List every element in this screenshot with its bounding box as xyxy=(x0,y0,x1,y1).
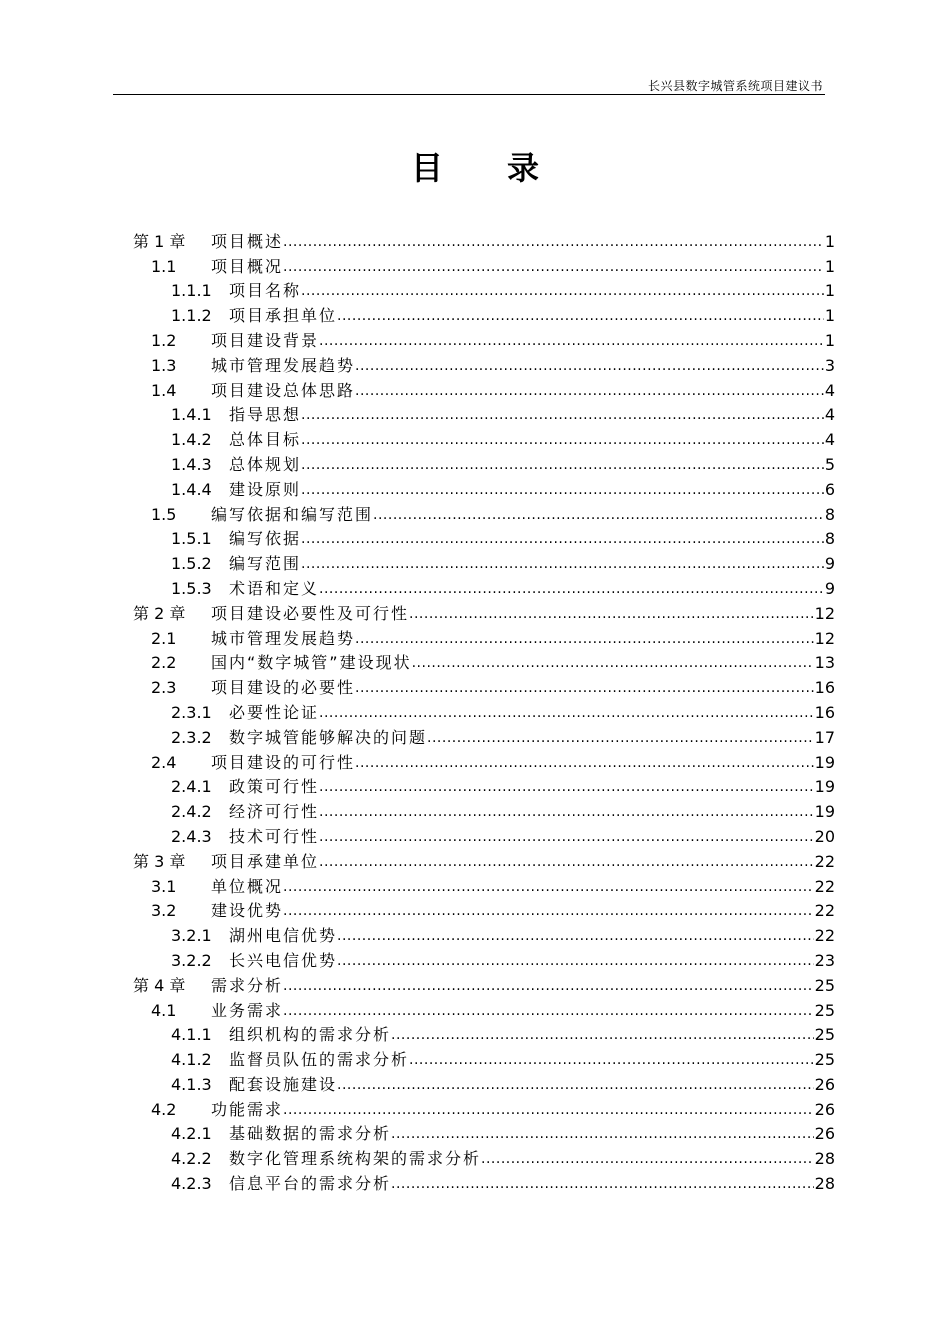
toc-entry-page: 28 xyxy=(814,1174,835,1194)
toc-entry-number: 1.5.3 xyxy=(171,578,212,598)
toc-entry[interactable] xyxy=(133,1070,835,1095)
toc-dot-leader xyxy=(319,852,814,872)
toc-entry[interactable] xyxy=(133,401,835,426)
toc-entry-title: 信息平台的需求分析 xyxy=(229,1174,392,1194)
toc-entry-page: 22 xyxy=(814,926,835,946)
toc-entry-page: 26 xyxy=(814,1074,835,1094)
toc-entry-title: 项目建设的必要性 xyxy=(211,678,356,698)
toc-entry-number: 4.1.1 xyxy=(171,1025,212,1045)
toc-dot-leader xyxy=(319,802,814,822)
toc-dot-leader xyxy=(283,901,814,921)
toc-entry-title: 编写依据和编写范围 xyxy=(211,504,374,524)
toc-dot-leader xyxy=(283,232,824,252)
toc-entry-number: 第 3 章 xyxy=(133,851,186,871)
toc-entry-number: 2.4 xyxy=(151,752,177,772)
toc-entry-number: 3.1 xyxy=(151,876,177,896)
toc-entry-page: 8 xyxy=(824,504,835,524)
toc-entry-number: 4.2.2 xyxy=(171,1149,212,1169)
toc-dot-leader xyxy=(319,703,814,723)
toc-entry-page: 13 xyxy=(814,653,835,673)
toc-entry-number: 3.2 xyxy=(151,901,177,921)
toc-entry-title: 国内“数字城管”建设现状 xyxy=(211,653,412,673)
toc-entry[interactable] xyxy=(133,450,835,475)
toc-dot-leader xyxy=(337,951,814,971)
toc-entry-title: 功能需求 xyxy=(211,1099,284,1119)
toc-entry-title: 项目建设背景 xyxy=(211,330,320,350)
toc-entry[interactable] xyxy=(133,475,835,500)
toc-entry[interactable] xyxy=(133,897,835,922)
toc-entry-number: 2.3.2 xyxy=(171,727,212,747)
toc-entry[interactable] xyxy=(133,425,835,450)
toc-entry-title: 数字城管能够解决的问题 xyxy=(229,727,428,747)
toc-dot-leader xyxy=(355,629,814,649)
toc-entry-title: 数字化管理系统构架的需求分析 xyxy=(229,1149,482,1169)
toc-entry[interactable] xyxy=(133,1144,835,1169)
toc-entry[interactable] xyxy=(133,921,835,946)
toc-entry-number: 1.5.2 xyxy=(171,554,212,574)
toc-dot-leader xyxy=(283,1001,814,1021)
toc-entry-page: 22 xyxy=(814,851,835,871)
toc-entry-title: 编写范围 xyxy=(229,554,302,574)
toc-entry-title: 项目建设必要性及可行性 xyxy=(211,603,410,623)
toc-dot-leader xyxy=(301,281,824,301)
toc-entry-title: 业务需求 xyxy=(211,1000,284,1020)
toc-entry[interactable] xyxy=(133,649,835,674)
toc-entry-page: 3 xyxy=(824,355,835,375)
toc-entry[interactable] xyxy=(133,326,835,351)
toc-entry[interactable] xyxy=(133,1021,835,1046)
toc-entry-page: 22 xyxy=(814,876,835,896)
toc-dot-leader xyxy=(427,728,814,748)
toc-entry-number: 1.1.2 xyxy=(171,306,212,326)
toc-title: 目录 xyxy=(410,149,603,187)
toc-entry-page: 19 xyxy=(814,802,835,822)
toc-entry[interactable] xyxy=(133,946,835,971)
toc-entry-page: 6 xyxy=(824,479,835,499)
toc-entry[interactable] xyxy=(133,673,835,698)
toc-entry-number: 4.1 xyxy=(151,1000,177,1020)
toc-entry-title: 指导思想 xyxy=(229,405,302,425)
toc-entry-number: 2.2 xyxy=(151,653,177,673)
toc-entry-title: 经济可行性 xyxy=(229,802,320,822)
toc-entry-title: 城市管理发展趋势 xyxy=(211,355,356,375)
toc-entry-title: 总体目标 xyxy=(229,430,302,450)
toc-entry[interactable] xyxy=(133,1169,835,1194)
toc-entry[interactable] xyxy=(133,574,835,599)
toc-entry-title: 必要性论证 xyxy=(229,702,320,722)
toc-entry-title: 基础数据的需求分析 xyxy=(229,1124,392,1144)
toc-entry-page: 26 xyxy=(814,1099,835,1119)
toc-entry-title: 建设优势 xyxy=(211,901,284,921)
header-text: 长兴县数字城管系统项目建议书 xyxy=(647,79,823,93)
toc-dot-leader xyxy=(409,604,814,624)
toc-entry-page: 16 xyxy=(814,702,835,722)
toc-entry[interactable] xyxy=(133,797,835,822)
toc-entry-number: 3.2.1 xyxy=(171,926,212,946)
toc-dot-leader xyxy=(391,1174,814,1194)
toc-entry-number: 1.2 xyxy=(151,330,177,350)
toc-entry-page: 25 xyxy=(814,1050,835,1070)
toc-dot-leader xyxy=(319,331,824,351)
toc-entry-number: 1.4.1 xyxy=(171,405,212,425)
toc-dot-leader xyxy=(319,579,824,599)
toc-entry-page: 4 xyxy=(824,405,835,425)
toc-entry-title: 项目建设的可行性 xyxy=(211,752,356,772)
toc-dot-leader xyxy=(301,405,824,425)
toc-entry-title: 监督员队伍的需求分析 xyxy=(229,1050,410,1070)
toc-entry-number: 1.5 xyxy=(151,504,177,524)
toc-entry-title: 组织机构的需求分析 xyxy=(229,1025,392,1045)
toc-dot-leader xyxy=(355,356,824,376)
toc-entry-title: 项目承担单位 xyxy=(229,306,338,326)
toc-dot-leader xyxy=(373,505,824,525)
toc-dot-leader xyxy=(391,1025,814,1045)
toc-entry[interactable] xyxy=(133,277,835,302)
toc-dot-leader xyxy=(301,529,824,549)
toc-dot-leader xyxy=(337,1075,814,1095)
toc-entry-title: 项目建设总体思路 xyxy=(211,380,356,400)
toc-entry-number: 2.4.3 xyxy=(171,826,212,846)
toc-entry-number: 1.4.4 xyxy=(171,479,212,499)
toc-entry-number: 4.2.1 xyxy=(171,1124,212,1144)
toc-entry-number: 1.5.1 xyxy=(171,529,212,549)
toc-entry[interactable] xyxy=(133,723,835,748)
toc-dot-leader xyxy=(301,430,824,450)
toc-entry-page: 28 xyxy=(814,1149,835,1169)
toc-dot-leader xyxy=(409,1050,814,1070)
toc-entry[interactable] xyxy=(133,599,835,624)
toc-entry-number: 3.2.2 xyxy=(171,950,212,970)
toc-entry-title: 长兴电信优势 xyxy=(229,950,338,970)
toc-entry[interactable] xyxy=(133,822,835,847)
toc-entry-title: 项目名称 xyxy=(229,281,302,301)
toc-entry[interactable] xyxy=(133,227,835,252)
toc-entry-page: 12 xyxy=(814,603,835,623)
toc-entry-number: 1.4.2 xyxy=(171,430,212,450)
toc-entry-title: 术语和定义 xyxy=(229,578,320,598)
toc-entry-number: 1.1 xyxy=(151,256,177,276)
toc-entry-number: 2.4.1 xyxy=(171,777,212,797)
toc-entry-page: 23 xyxy=(814,950,835,970)
toc-entry-title: 单位概况 xyxy=(211,876,284,896)
toc-entry[interactable] xyxy=(133,698,835,723)
toc-entry-page: 4 xyxy=(824,380,835,400)
toc-entry-page: 17 xyxy=(814,727,835,747)
toc-dot-leader xyxy=(301,554,824,574)
table-of-contents xyxy=(133,227,835,1194)
toc-entry[interactable] xyxy=(133,376,835,401)
toc-entry-number: 第 4 章 xyxy=(133,975,186,995)
toc-entry-title: 建设原则 xyxy=(229,479,302,499)
toc-entry-number: 4.2.3 xyxy=(171,1174,212,1194)
toc-entry[interactable] xyxy=(133,847,835,872)
toc-dot-leader xyxy=(481,1149,814,1169)
toc-dot-leader xyxy=(337,306,824,326)
toc-dot-leader xyxy=(283,877,814,897)
toc-entry[interactable] xyxy=(133,971,835,996)
toc-entry-number: 4.1.3 xyxy=(171,1074,212,1094)
toc-entry-title: 技术可行性 xyxy=(229,826,320,846)
toc-dot-leader xyxy=(319,827,814,847)
toc-entry[interactable] xyxy=(133,1095,835,1120)
toc-entry-title: 项目概述 xyxy=(211,231,284,251)
toc-dot-leader xyxy=(391,1124,814,1144)
toc-entry[interactable] xyxy=(133,500,835,525)
toc-entry-title: 项目概况 xyxy=(211,256,284,276)
toc-entry-title: 项目承建单位 xyxy=(211,851,320,871)
toc-entry[interactable] xyxy=(133,773,835,798)
toc-entry-page: 25 xyxy=(814,975,835,995)
toc-entry[interactable] xyxy=(133,549,835,574)
toc-entry-page: 1 xyxy=(824,281,835,301)
toc-entry-page: 25 xyxy=(814,1025,835,1045)
toc-entry-page: 8 xyxy=(824,529,835,549)
toc-entry[interactable] xyxy=(133,351,835,376)
toc-entry-number: 1.4 xyxy=(151,380,177,400)
toc-dot-leader xyxy=(355,678,814,698)
toc-dot-leader xyxy=(301,480,824,500)
toc-entry-title: 配套设施建设 xyxy=(229,1074,338,1094)
toc-dot-leader xyxy=(355,381,824,401)
toc-dot-leader xyxy=(412,653,814,673)
toc-entry[interactable] xyxy=(133,1120,835,1145)
toc-entry-page: 4 xyxy=(824,430,835,450)
toc-entry[interactable] xyxy=(133,996,835,1021)
toc-entry-number: 4.2 xyxy=(151,1099,177,1119)
page-header xyxy=(113,74,825,95)
toc-dot-leader xyxy=(355,753,814,773)
toc-entry-page: 9 xyxy=(824,578,835,598)
toc-entry[interactable] xyxy=(133,525,835,550)
toc-entry-page: 1 xyxy=(824,306,835,326)
toc-entry-page: 9 xyxy=(824,554,835,574)
toc-entry[interactable] xyxy=(133,624,835,649)
toc-entry[interactable] xyxy=(133,301,835,326)
toc-entry-page: 1 xyxy=(824,231,835,251)
toc-entry-page: 1 xyxy=(824,256,835,276)
toc-entry-page: 5 xyxy=(824,454,835,474)
toc-entry-page: 1 xyxy=(824,330,835,350)
toc-entry-number: 2.3.1 xyxy=(171,702,212,722)
toc-entry-page: 16 xyxy=(814,678,835,698)
toc-entry-title: 湖州电信优势 xyxy=(229,926,338,946)
toc-entry-page: 22 xyxy=(814,901,835,921)
toc-dot-leader xyxy=(283,1100,814,1120)
toc-entry[interactable] xyxy=(133,872,835,897)
toc-dot-leader xyxy=(283,257,824,277)
toc-entry-title: 需求分析 xyxy=(211,975,284,995)
toc-dot-leader xyxy=(337,926,814,946)
toc-dot-leader xyxy=(319,777,814,797)
toc-entry-title: 政策可行性 xyxy=(229,777,320,797)
toc-entry[interactable] xyxy=(133,252,835,277)
toc-entry-number: 1.3 xyxy=(151,355,177,375)
toc-entry-number: 第 2 章 xyxy=(133,603,186,623)
toc-entry-page: 20 xyxy=(814,826,835,846)
toc-entry[interactable] xyxy=(133,748,835,773)
toc-entry-title: 编写依据 xyxy=(229,529,302,549)
toc-dot-leader xyxy=(283,976,814,996)
toc-entry-title: 总体规划 xyxy=(229,454,302,474)
toc-entry-number: 2.4.2 xyxy=(171,802,212,822)
toc-entry-page: 25 xyxy=(814,1000,835,1020)
toc-entry-page: 19 xyxy=(814,777,835,797)
toc-dot-leader xyxy=(301,455,824,475)
toc-entry-number: 第 1 章 xyxy=(133,231,186,251)
toc-entry-title: 城市管理发展趋势 xyxy=(211,628,356,648)
toc-entry[interactable] xyxy=(133,1045,835,1070)
toc-entry-page: 26 xyxy=(814,1124,835,1144)
toc-entry-page: 12 xyxy=(814,628,835,648)
toc-entry-number: 1.4.3 xyxy=(171,454,212,474)
toc-entry-number: 2.1 xyxy=(151,628,177,648)
toc-entry-number: 2.3 xyxy=(151,678,177,698)
toc-entry-page: 19 xyxy=(814,752,835,772)
toc-entry-number: 4.1.2 xyxy=(171,1050,212,1070)
toc-entry-number: 1.1.1 xyxy=(171,281,212,301)
